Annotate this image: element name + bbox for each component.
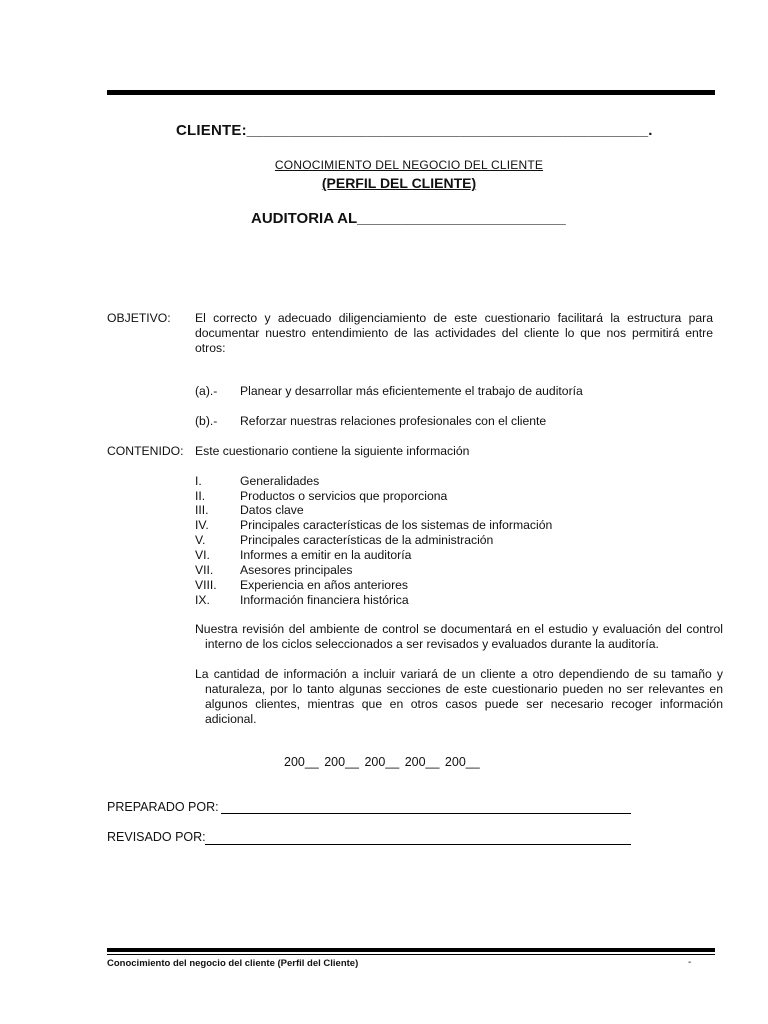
- contenido-item-num: IV.: [195, 518, 209, 532]
- contenido-item-text: Experiencia en años anteriores: [240, 578, 409, 592]
- contenido-item-text: Productos o servicios que proporciona: [240, 489, 448, 503]
- cliente-field: CLIENTE:_______________________________________________.: [176, 122, 653, 139]
- contenido-item-text: Principales características de la administración: [240, 533, 494, 547]
- auditoria-field: AUDITORIA AL_________________________: [251, 210, 566, 227]
- objetivo-item-a-text: Planear y desarrollar más eficientemente el trabajo de auditoría: [240, 384, 583, 398]
- contenido-item-num: IX.: [195, 593, 210, 607]
- contenido-item-text: Información financiera histórica: [240, 593, 409, 607]
- contenido-item-text: Datos clave: [240, 503, 304, 517]
- objetivo-item-a-num: (a).-: [195, 384, 218, 398]
- contenido-item-text: Generalidades: [240, 474, 320, 488]
- contenido-item-num: VIII.: [195, 578, 217, 592]
- top-rule: [107, 90, 715, 95]
- year-columns: 200__ 200__ 200__ 200__ 200__: [284, 755, 480, 769]
- information-amount-paragraph: La cantidad de información a incluir variará de un cliente a otro dependiendo de su tamaño y naturaleza, por lo tanto algunas secciones de este cuestionario pueden no ser relevantes en algunos clientes, mientras que en otros casos puede ser necesario recoger información adicional.: [195, 667, 723, 726]
- objetivo-item-b-num: (b).-: [195, 414, 218, 428]
- document-subtitle: (PERFIL DEL CLIENTE): [321, 175, 477, 191]
- footer-text: Conocimiento del negocio del cliente (Perfil del Cliente): [107, 958, 359, 969]
- contenido-intro: Este cuestionario contiene la siguiente información: [195, 444, 470, 458]
- contenido-item-num: III.: [195, 503, 209, 517]
- objetivo-item-b-text: Reforzar nuestras relaciones profesionales con el cliente: [240, 414, 547, 428]
- contenido-item-num: II.: [195, 489, 206, 503]
- revisado-por-line[interactable]: [205, 844, 631, 845]
- contenido-item-text: Informes a emitir en la auditoría: [240, 548, 412, 562]
- preparado-por-label: PREPARADO POR:: [107, 800, 219, 814]
- footer-rule-thin: [107, 954, 715, 955]
- objetivo-text: El correcto y adecuado diligenciamiento de este cuestionario facilitará la estructura para documentar nuestro entendimiento de las actividades del cliente lo que nos permitirá entre otros:: [195, 311, 713, 355]
- contenido-label: CONTENIDO:: [107, 444, 184, 458]
- preparado-por-line[interactable]: [221, 813, 631, 814]
- contenido-item-num: V.: [195, 533, 206, 547]
- contenido-item-num: I.: [195, 474, 202, 488]
- revisado-por-label: REVISADO POR:: [107, 830, 206, 844]
- contenido-item-text: Principales características de los sistemas de información: [240, 518, 553, 532]
- control-review-paragraph: Nuestra revisión del ambiente de control se documentará en el estudio y evaluación del control interno de los ciclos seleccionados a ser revisados y evaluados durante la auditoría.: [195, 622, 723, 651]
- contenido-item-text: Asesores principales: [240, 563, 353, 577]
- footer-rule: [107, 948, 715, 952]
- contenido-item-num: VII.: [195, 563, 214, 577]
- contenido-item-num: VI.: [195, 548, 210, 562]
- document-title: CONOCIMIENTO DEL NEGOCIO DEL CLIENTE: [274, 158, 544, 172]
- page-number: -: [688, 957, 692, 968]
- objetivo-label: OBJETIVO:: [107, 311, 171, 325]
